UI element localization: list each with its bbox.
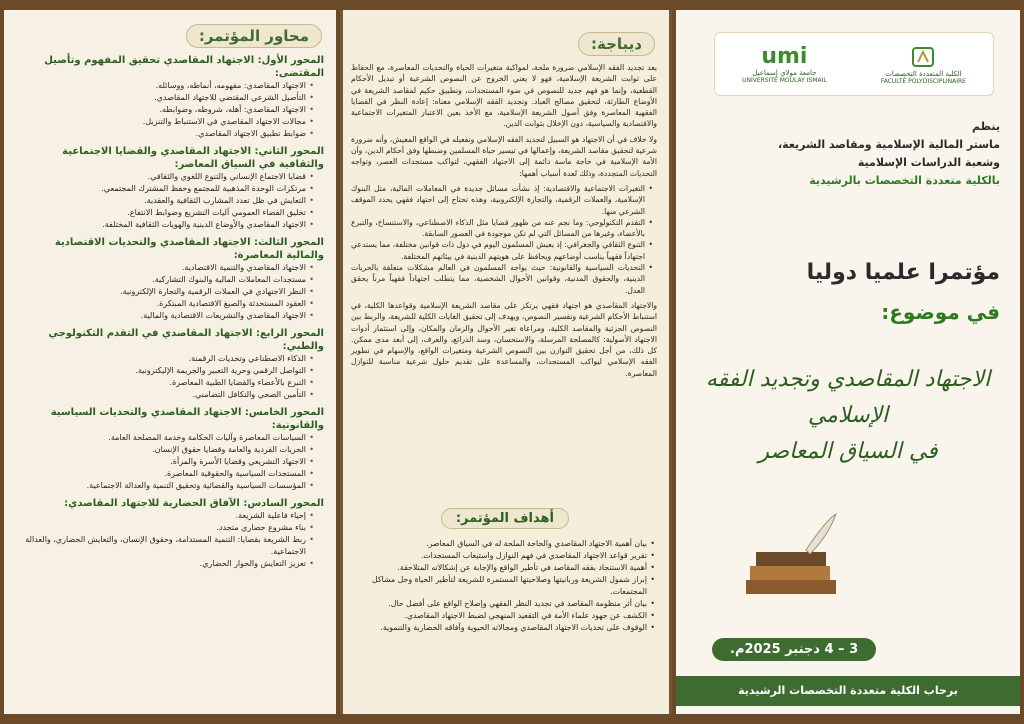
list-item: • أهمية الاستنجاد بفقه المقاصد في تأطير الواقع والإجابة عن إشكالاته المتلاحقة.: [353, 562, 655, 574]
books-quill-illustration: [736, 510, 846, 620]
preamble-panel: [340, 10, 672, 714]
cover-panel: [676, 10, 1020, 714]
list-item: • النظر الاجتهادي في العملات الرقمية والتجارة الإلكترونية.: [14, 286, 314, 298]
organizers-line-4: بالكلية متعددة التخصصات بالرشيدية: [809, 174, 1000, 187]
faculty-name-fr: FACULTÉ POLYDISCIPLINAIRE: [880, 77, 966, 85]
list-item: • الاجتهاد المقاصدي والتنمية الاقتصادية.: [14, 262, 314, 274]
topic-line-2: في السياق المعاصر: [758, 439, 938, 464]
organizers-line-1: ينظم: [972, 120, 1000, 133]
list-item: • الوقوف على تحديات الاجتهاد المقاصدي ومجالاته الحيوية وآفاقه الحضارية والتنموية.: [353, 622, 655, 634]
list-item: • قضايا الاجتماع الإنساني والتنوع اللغوي والثقافي.: [14, 171, 314, 183]
list-item: • الاجتهاد المقاصدي والتشريعات الاقتصادية والمالية.: [14, 310, 314, 322]
list-item: • الاجتهاد المقاصدي والأوضاع الدينية والهويات الثقافية المختلفة.: [14, 219, 314, 231]
goals-list: [353, 538, 655, 634]
university-name-ar: جامعة مولاي إسماعيل: [752, 68, 817, 77]
goals-title: أهداف المؤتمر:: [441, 508, 569, 529]
list-item: • مرتكزات الوحدة المذهبية للمجتمع وحفظ المشترك المجتمعي.: [14, 183, 314, 195]
axis-4: [14, 327, 324, 401]
list-item: • تقرير قواعد الاجتهاد المقاصدي في فهم النوازل واستيعاب المستجدات.: [353, 550, 655, 562]
preamble-paragraph: والاجتهاد المقاصدي هو اجتهاد فقهي يرتكز على مقاصد الشريعة الإسلامية وقواعدها الكلية، في استنباط الأحكام الشرعية وتفسير النصوص، ويهدف إلى تحقيق الغايات الكلية للشريعة، والربط بين النصوص الجزئية والمقاصد الكلية، ومراعاة تغير الأحوال والزمان والمكان، وإلى استثمار أدوات الاجتهاد الأصولية: كالمصلحة المرسلة، والاستحسان، وسد الذرائع، والعرف، إلى أبعد مدى ممكن. كل ذلك، من أجل تحقيق التوازن بين النصوص الشرعية ومتغيرات الواقع، والإسهام في تطوير الفقه الإسلامي ليواكب المستجدات، والمساعدة على تقديم حلول شرعية مناسبة للنوازل المعاصرة.: [351, 300, 657, 378]
university-name-fr: UNIVERSITÉ MOULAY ISMAIL: [742, 76, 827, 84]
list-item: • إحياء فاعلية الشريعة.: [14, 510, 314, 522]
reasons-list: [351, 183, 657, 296]
topic-line-1: الاجتهاد المقاصدي وتجديد الفقه الإسلامي: [705, 367, 991, 428]
venue-bar: برحاب الكلية متعددة التخصصات الرشيدية: [676, 676, 1020, 706]
organizers: [700, 118, 1000, 190]
list-item: • بيان أثر منظومة المقاصد في تجديد النظر الفقهي وإصلاح الواقع على أفضل حال.: [353, 598, 655, 610]
axis-title: المحور السادس: الآفاق الحضارية للاجتهاد المقاصدي:: [64, 498, 324, 509]
preamble-title: ديباجة:: [578, 32, 655, 56]
list-item: • التحديات السياسية والقانونية: حيث يواجه المسلمون في العالم مشكلات متعلقة بالحريات الدينية، والحقوق المدنية، وقوانين الأحوال الشخصية، مما يتطلب اجتهاداً فقهياً مرناً يحقق العدل.: [351, 262, 653, 296]
list-item: • العقود المستحدثة والصيغ الاقتصادية المبتكرة.: [14, 298, 314, 310]
list-item: • مستجدات المعاملات المالية والبنوك التشاركية.: [14, 274, 314, 286]
list-item: • الحريات الفردية والعامة وقضايا حقوق الإنسان.: [14, 444, 314, 456]
list-item: • التأمين الصحي والتكافل التضامني.: [14, 389, 314, 401]
organizers-line-3: وشعبة الدراسات الإسلامية: [857, 156, 1000, 169]
list-item: • الاجتهاد المقاصدي: مفهومه، أنماطه، ووسائله.: [14, 80, 314, 92]
axes-panel: [4, 10, 336, 714]
list-item: • بناء مشروع حضاري متجدد.: [14, 522, 314, 534]
list-item: • السياسات المعاصرة وآليات الحكامة وخدمة المصلحة العامة.: [14, 432, 314, 444]
list-item: • المؤسسات السياسية والقضائية وتحقيق التنمية والعدالة الاجتماعية.: [14, 480, 314, 492]
axes-list: [14, 54, 324, 575]
list-item: • التغيرات الاجتماعية والاقتصادية: إذ نشأت مسائل جديدة في المعاملات المالية، مثل البنوك الإسلامية، والعملات الرقمية، والتجارة الإلكترونية، وهذه تحتاج إلى اجتهاد فقهي يحدد الموقف الشرعي منها.: [351, 183, 653, 217]
university-logo-mark: umi: [761, 43, 808, 69]
topic-label: في موضوع:: [881, 300, 1000, 324]
preamble-paragraph: يعد تجديد الفقه الإسلامي ضرورة ملحة، لمواكبة متغيرات الحياة والتحديات المعاصرة، مع الحفاظ على ثوابت الشريعة الإسلامية، فهو لا يعني الخروج عن النصوص الشرعية أو تبديل الأحكام القطعية، وإنما هو فهم جديد للنصوص في ضوء المستجدات، وتطبيق حكيم لمقاصد الشريعة في الأوضاع الطارئة، لتحقيق مصالح العباد. وتجديد الفقه الإسلامي معناه: إعادة النظر في القضايا الفقهية المعاصرة وفق أصول الشريعة الإسلامية، مع الأخذ بعين الاعتبار المتغيرات الاجتماعية والاقتصادية والسياسية، دون الإخلال بثوابت الدين.: [351, 63, 657, 129]
list-item: • التقدم التكنولوجي: وما نجم عنه من ظهور قضايا مثل الذكاء الاصطناعي، والاستنساخ، والتبرع بالأعضاء، وغيرها من المسائل التي لم تكن موجودة في العصور السابقة.: [351, 217, 653, 240]
list-item: • الذكاء الاصطناعي وتحديات الرقمنة.: [14, 353, 314, 365]
list-item: • الاجتهاد المقاصدي: أهله، شروطه، وضوابطه.: [14, 104, 314, 116]
axis-1: [14, 54, 324, 140]
axis-title: المحور الأول: الاجتهاد المقاصدي تحقيق المفهوم وتأصيل المقتضى:: [44, 55, 324, 79]
faculty-logo: [881, 44, 966, 85]
axis-6: [14, 497, 324, 570]
preamble-paragraph: ولا خلاف في أن الاجتهاد هو السبيل لتجديد الفقه الإسلامي وتفعيله في الواقع المعيش، وأنه ضرورة شرعية لتحقيق مقاصد الشريعة، وإعمالها في تيسير حياة المسلمين وضبطها وفق أحكام الدين، وأن الأمة الإسلامية في حاجة ماسة دائمة إلى الاجتهاد الفقهي، لتواكب مستجدات العصر، وتواجه التحديات المتجددة، وذلك لعدة أسباب أهمها:: [351, 134, 657, 178]
faculty-name-ar: الكلية المتعددة التخصصات: [885, 69, 962, 78]
organizers-line-2: ماستر المالية الإسلامية ومقاصد الشريعة،: [777, 138, 1000, 151]
list-item: • ضوابط تطبيق الاجتهاد المقاصدي.: [14, 128, 314, 140]
axis-title: المحور الثاني: الاجتهاد المقاصدي والقضايا الاجتماعية والثقافية في السياق المعاصر:: [62, 146, 324, 170]
conference-label: مؤتمرا علميا دوليا: [806, 260, 1000, 285]
list-item: • التبرع بالأعضاء والقضايا الطبية المعاصرة.: [14, 377, 314, 389]
axis-2: [14, 145, 324, 231]
axes-title: محاور المؤتمر:: [186, 24, 322, 48]
list-item: • مجالات الاجتهاد المقاصدي في الاستنباط والتنزيل.: [14, 116, 314, 128]
list-item: • التواصل الرقمي وحرية التعبير والجريمة الإليكترونية.: [14, 365, 314, 377]
date-badge: 3 – 4 دجنبر 2025م.: [712, 638, 876, 661]
university-logo: [742, 45, 827, 84]
list-item: • الكشف عن جهود علماء الأمة في التقعيد المنهجي لضبط الاجتهاد المقاصدي.: [353, 610, 655, 622]
axis-title: المحور الرابع: الاجتهاد المقاصدي في التقدم التكنولوجي والطبي:: [48, 328, 324, 352]
list-item: • إبراز شمول الشريعة وربانيتها وصلاحيتها المستمرة للشريعة لتأطير الحياة وحل مشاكل المجتمعات.: [353, 574, 655, 598]
list-item: • التعايش في ظل تعدد المشارب الثقافية والعقدية.: [14, 195, 314, 207]
conference-topic: [700, 362, 996, 470]
list-item: • بيان أهمية الاجتهاد المقاصدي والحاجة الملحة له في السياق المعاصر.: [353, 538, 655, 550]
axis-5: [14, 406, 324, 492]
list-item: • التنوع الثقافي والجغرافي: إذ يعيش المسلمون اليوم في دول ذات قوانين مختلفة، مما يستدعي اجتهاداً فقهياً يناسب أوضاعهم ويحافظ على هويتهم الدينية في بيئاتهم المختلفة.: [351, 239, 653, 262]
list-item: • ربط الشريعة بقضايا: التنمية المستدامة، وحقوق الإنسان، والتعايش الحضاري، والعدالة الاجتماعية.: [14, 534, 314, 558]
list-item: • التأصيل الشرعي المقتضي للاجتهاد المقاصدي.: [14, 92, 314, 104]
list-item: • تخليق الفضاء العمومي آليات التشريع وضوابط الانتفاع.: [14, 207, 314, 219]
list-item: • تعزيز التعايش والحوار الحضاري.: [14, 558, 314, 570]
axis-title: المحور الخامس: الاجتهاد المقاصدي والتحديات السياسية والقانونية:: [50, 407, 324, 431]
faculty-emblem-icon: [910, 44, 936, 70]
axis-title: المحور الثالث: الاجتهاد المقاصدي والتحديات الاقتصادية والمالية المعاصرة:: [54, 237, 324, 261]
logo-box: [714, 32, 994, 96]
list-item: • الاجتهاد التشريعي وقضايا الأسرة والمرأة.: [14, 456, 314, 468]
axis-3: [14, 236, 324, 322]
list-item: • المستجدات السياسية والحقوقية المعاصرة.: [14, 468, 314, 480]
preamble-text: [351, 62, 657, 383]
